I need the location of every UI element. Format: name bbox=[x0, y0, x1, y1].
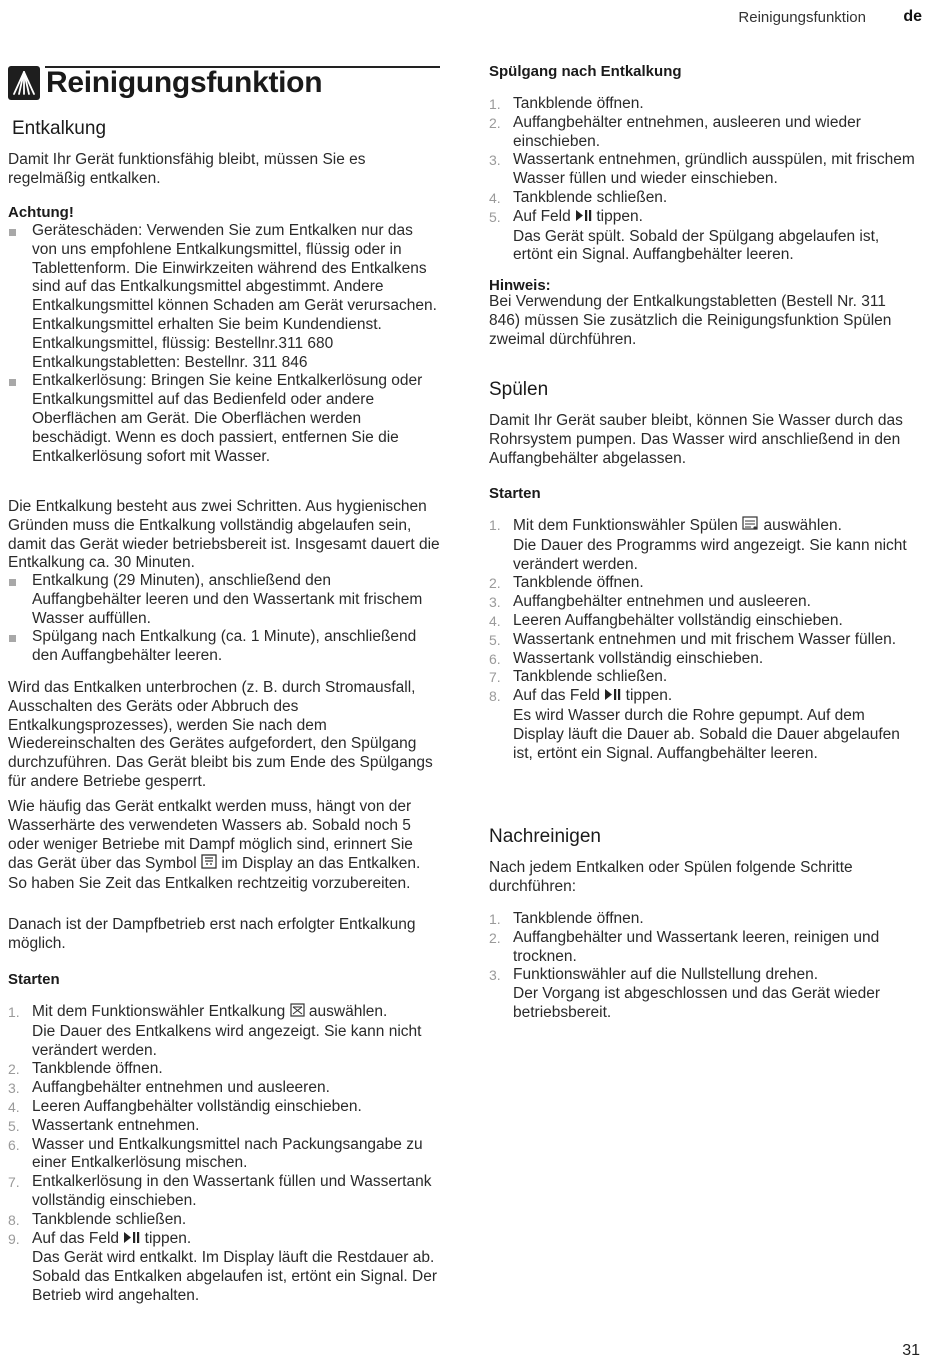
step-item: 6. Wasser und Entkalkungsmittel nach Packungsangabe zu einer Entkalkerlösung mischen. bbox=[8, 1135, 423, 1172]
spuelgang-steps bbox=[489, 95, 919, 265]
warning-list bbox=[8, 222, 440, 466]
frequency-text: Wie häufig das Gerät entkalkt werden muss, hängt von der Wasserhärte des verwendeten Wassers ab. Sobald noch 5 oder weniger Betriebe mit Dampf möglich sind, erinnert Sie das Gerät über das Symbol im Display an das Entkalken. So haben Sie Zeit das Entkalken rechtzeitig vorzubereiten. bbox=[8, 798, 421, 893]
step-item: 2. Tankblende öffnen. bbox=[489, 574, 644, 592]
step-item: 1. Mit dem Funktionswähler Entkalkung auswählen. Die Dauer des Entkalkens wird angezeigt. Sie kann nicht verändert werden. bbox=[8, 1003, 422, 1059]
spuelen-intro: Damit Ihr Gerät sauber bleibt, können Sie Wasser durch das Rohrsystem pumpen. Das Wasser wird anschließend in den Auffangbehälter abgelassen. bbox=[489, 412, 903, 467]
step-item: 1. Tankblende öffnen. bbox=[489, 95, 644, 112]
order-tabs: Entkalkungstabletten: Bestellnr. 311 846 bbox=[32, 353, 308, 371]
two-steps-list bbox=[8, 572, 440, 666]
page-title: Reinigungsfunktion bbox=[46, 66, 323, 99]
heading-nachreinigen: Nachreinigen bbox=[489, 826, 601, 847]
two-steps-text: Die Entkalkung besteht aus zwei Schritten. Aus hygienischen Gründen muss die Entkalkung vollständig abgelaufen sein, damit das Gerät wieder betriebsbereit ist. Insgesamt dauert die Entkalkung ca. 30 Minuten. bbox=[8, 498, 440, 572]
page-number: 31 bbox=[902, 1342, 920, 1359]
heading-starten-spuelen: Starten bbox=[489, 485, 541, 502]
step-item: 4. Leeren Auffangbehälter vollständig einschieben. bbox=[8, 1097, 362, 1115]
step-item: 5. Auf Feld tippen. Das Gerät spült. Sobald der Spülgang abgelaufen ist, ertönt ein Signal. Auffangbehälter leeren. bbox=[489, 207, 880, 264]
step-item: 4. Tankblende schließen. bbox=[489, 188, 668, 206]
nachreinigen-intro: Nach jedem Entkalken oder Spülen folgende Schritte durchführen: bbox=[489, 859, 853, 895]
hinweis-label: Hinweis: bbox=[489, 277, 551, 294]
step-item: 9. Auf das Feld tippen. Das Gerät wird entkalkt. Im Display läuft die Restdauer ab. Sobald das Entkalken abgelaufen ist, ertönt ein Signal. Der Betrieb wird angehalten. bbox=[8, 1229, 437, 1304]
heading-starten-entkalkung: Starten bbox=[8, 971, 60, 988]
entkalkung-steps bbox=[8, 1003, 440, 1306]
step-item: 5. Wassertank entnehmen. bbox=[8, 1116, 200, 1134]
interrupt-text: Wird das Entkalken unterbrochen (z. B. durch Stromausfall, Ausschalten des Geräts oder Abbruch des Entkalkungsprozesses), werden Sie nach dem Wiedereinschalten des Gerätes aufgefordert, den Spülgang durchzuführen. Das Gerät bleibt bis zum Ende des Spülgangs für andere Betriebe gesperrt. bbox=[8, 679, 433, 790]
warning-item: Entkalkerlösung: Bringen Sie keine Entkalkerlösung oder Entkalkungsmittel auf das Bedienfeld oder andere Oberflächen am Gerät. Die Oberflächen werden beschädigt. Wenn es doch passiert, entfernen Sie die Entkalkerlösung sofort mit Wasser. bbox=[8, 372, 440, 466]
step-item: 4. Leeren Auffangbehälter vollständig einschieben. bbox=[489, 611, 843, 629]
play-pause-icon bbox=[123, 1231, 140, 1250]
order-liquid: Entkalkungsmittel, flüssig: Bestellnr.311 680 bbox=[32, 334, 334, 352]
step-item: 3. Auffangbehälter entnehmen und ausleeren. bbox=[8, 1079, 330, 1097]
heading-spuelgang: Spülgang nach Entkalkung bbox=[489, 63, 682, 80]
step-item: 2. Tankblende öffnen. bbox=[8, 1060, 163, 1078]
running-header-language: de bbox=[903, 8, 922, 25]
step-item: 3. Wassertank entnehmen, gründlich ausspülen, mit frischem Wasser füllen und wieder einschieben. bbox=[489, 151, 915, 188]
list-item: Entkalkung (29 Minuten), anschließend den Auffangbehälter leeren und den Wassertank mit frischem Wasser auffüllen. bbox=[8, 572, 440, 628]
step-item: 7. Tankblende schließen. bbox=[489, 668, 668, 686]
cleaning-function-icon bbox=[8, 66, 40, 100]
page-title-row bbox=[8, 66, 440, 102]
after-text: Danach ist der Dampfbetrieb erst nach erfolgter Entkalkung möglich. bbox=[8, 916, 416, 952]
achtung-label: Achtung! bbox=[8, 204, 74, 221]
descale-mode-icon bbox=[290, 1003, 305, 1023]
step-item: 1. Mit dem Funktionswähler Spülen auswählen. Die Dauer des Programms wird angezeigt. Sie kann nicht verändert werden. bbox=[489, 517, 907, 573]
nachreinigen-steps bbox=[489, 910, 919, 1023]
list-item: Spülgang nach Entkalkung (ca. 1 Minute), anschließend den Auffangbehälter leeren. bbox=[8, 628, 440, 666]
heading-entkalkung: Entkalkung bbox=[12, 118, 107, 139]
heading-spuelen: Spülen bbox=[489, 379, 549, 400]
spuelen-steps bbox=[489, 516, 919, 763]
step-item: 8. Tankblende schließen. bbox=[8, 1210, 187, 1228]
warning-item: Geräteschäden: Verwenden Sie zum Entkalken nur das von uns empfohlene Entkalkungsmittel, flüssig oder in Tablettenform. Die Einwirkzeiten während des Entkalkens sind auf das Entkalkungsmittel abgestimmt. Andere Entkalkungsmittel können Schaden am Gerät verursachen. Entkalkungsmittel erhalten Sie beim Kundendienst. Entkalkungsmittel, flüssig: Bestellnr.311 680 Entkalkungstabletten: Bestellnr. 311 846 bbox=[8, 222, 440, 372]
entkalkung-intro: Damit Ihr Gerät funktionsfähig bleibt, müssen Sie es regelmäßig entkalken. bbox=[8, 151, 366, 187]
step-item: 3. Funktionswähler auf die Nullstellung drehen. Der Vorgang ist abgeschlossen und das Gerät wieder betriebsbereit. bbox=[489, 966, 881, 1021]
step-item: 5. Wassertank entnehmen und mit frischem Wasser füllen. bbox=[489, 630, 897, 648]
step-item: 3. Auffangbehälter entnehmen und ausleeren. bbox=[489, 593, 811, 611]
play-pause-icon bbox=[575, 209, 592, 228]
hinweis-text: Bei Verwendung der Entkalkungstabletten (Bestell Nr. 311 846) müssen Sie zusätzlich die Reinigungsfunktion Spülen zweimal dürchführen. bbox=[489, 293, 892, 348]
descale-display-icon bbox=[201, 854, 217, 875]
step-item: 8. Auf das Feld tippen. Es wird Wasser durch die Rohre gepumpt. Auf dem Display läuft die Dauer ab. Sobald die Dauer abgelaufen ist, ertönt ein Signal. Auffangbehälter leeren. bbox=[489, 687, 900, 762]
step-item: 2. Auffangbehälter entnehmen, ausleeren und wieder einschieben. bbox=[489, 113, 861, 150]
step-item: 7. Entkalkerlösung in den Wassertank füllen und Wassertank vollständig einschieben. bbox=[8, 1173, 432, 1209]
play-pause-icon bbox=[604, 688, 621, 707]
rinse-mode-icon bbox=[742, 516, 759, 537]
running-header-section: Reinigungsfunktion bbox=[738, 9, 866, 26]
step-item: 1. Tankblende öffnen. bbox=[489, 910, 644, 927]
step-item: 2. Auffangbehälter und Wassertank leeren, reinigen und trocknen. bbox=[489, 928, 880, 965]
step-item: 6. Wassertank vollständig einschieben. bbox=[489, 649, 764, 667]
